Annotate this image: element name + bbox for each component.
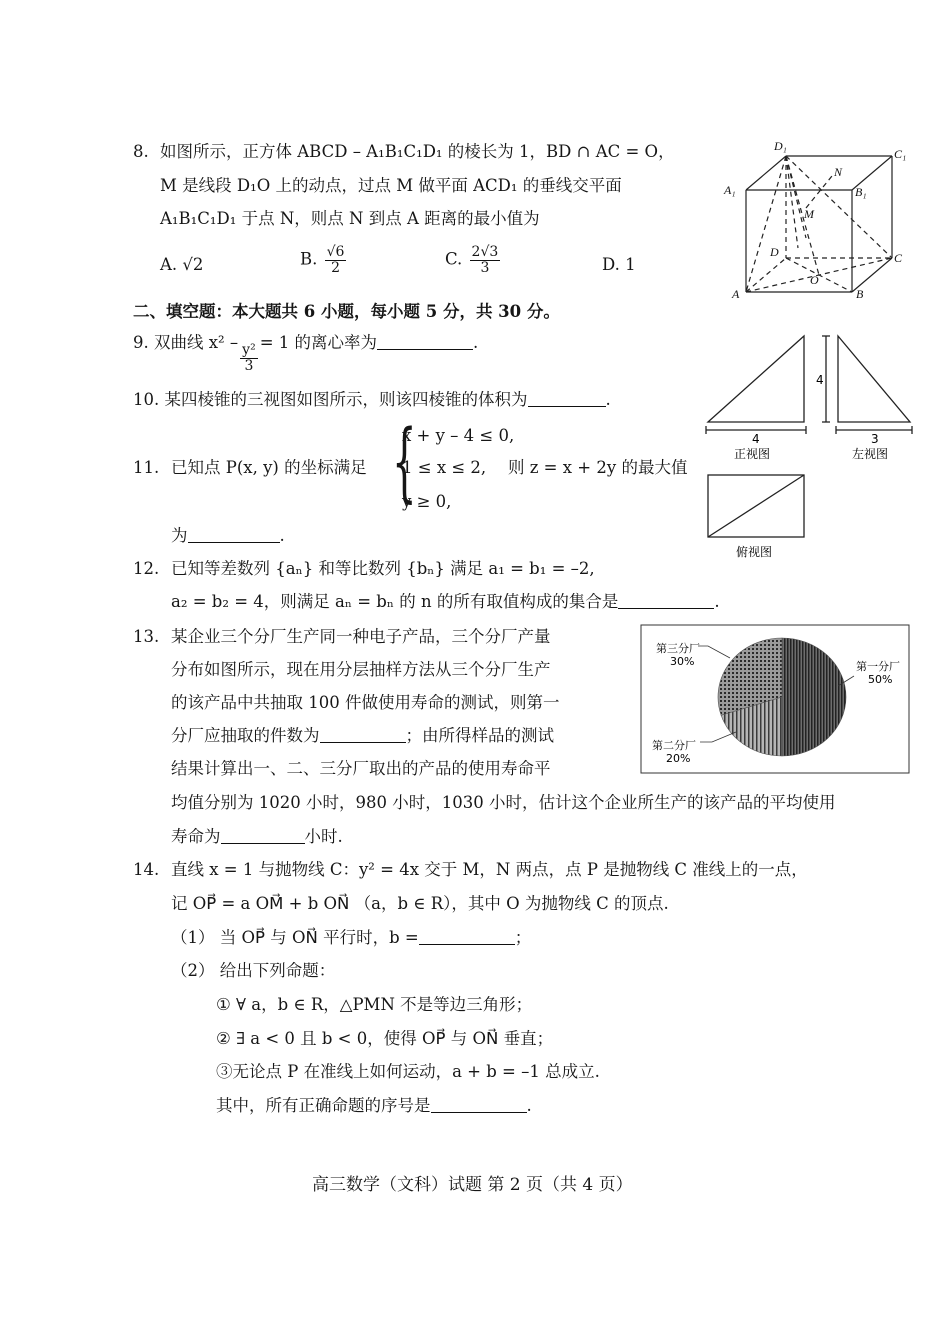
q14-prop3: ③无论点 P 在准线上如何运动，a + b = –1 总成立. (216, 1062, 600, 1081)
q14-answer-blank-1[interactable] (419, 930, 515, 945)
pie-label-first-value: 50% (868, 673, 893, 686)
label-c1: C₁ (894, 147, 907, 161)
q8-line3: A₁B₁C₁D₁ 于点 N，则点 N 到点 A 距离的最小值为 (160, 209, 540, 228)
q12-number: 12. (133, 559, 160, 578)
q14-prop2: ② ∃ a < 0 且 b < 0，使得 OP⃗ 与 ON⃗ 垂直； (216, 1029, 554, 1048)
side-width-value: 3 (871, 432, 879, 446)
q9-answer-blank[interactable] (377, 335, 473, 350)
three-views-figure (700, 330, 920, 565)
q13-answer-blank-1[interactable] (320, 728, 406, 743)
front-view-label: 正视图 (734, 447, 771, 461)
pie-label-first-name: 第一分厂 (856, 660, 900, 673)
q14-answer-blank-2[interactable] (431, 1098, 527, 1113)
section-heading: 二、填空题：本大题共 6 小题，每小题 5 分，共 30 分。 (133, 302, 560, 321)
label-c: C (894, 251, 903, 265)
pie-slice-1 (782, 638, 846, 756)
q11-line2: 为 . (171, 526, 285, 545)
q14-final: 其中，所有正确命题的序号是 . (216, 1096, 532, 1115)
construct-line (786, 156, 798, 248)
leader-third (698, 646, 730, 658)
q10: 10. 某四棱锥的三视图如图所示，则该四棱锥的体积为 . (133, 390, 611, 409)
q13-line1: 某企业三个分厂生产同一种电子产品，三个分厂产量 (171, 627, 551, 646)
leader-second (700, 732, 736, 742)
q11-answer-blank[interactable] (188, 528, 280, 543)
q8-option-a: A. √2 (160, 255, 204, 274)
q13-line3: 的该产品中共抽取 100 件做使用寿命的测试，则第一 (171, 693, 560, 712)
cube-edge (746, 156, 786, 190)
q11-number: 11. (133, 458, 160, 477)
q13-line7: 寿命为 小时. (171, 827, 343, 846)
q12-line1: 已知等差数列 {aₙ} 和等比数列 {bₙ} 满足 a₁ = b₁ = –2, (171, 559, 595, 578)
q11-constraint-1: x + y – 4 ≤ 0, (402, 426, 515, 445)
q13-line5: 结果计算出一、二、三分厂取出的产品的使用寿命平 (171, 759, 551, 778)
pie-slices (718, 638, 846, 756)
label-b1: B₁ (855, 185, 867, 199)
q12-line2: a₂ = b₂ = 4，则满足 aₙ = bₙ 的 n 的所有取值构成的集合是 . (171, 592, 720, 611)
q14-line2: 记 OP⃗ = a OM⃗ + b ON⃗ （a，b ∈ R），其中 O 为抛物线 C 的顶点. (171, 894, 669, 913)
pie-label-third-name: 第三分厂 (656, 642, 700, 655)
q13-line2: 分布如图所示，现在用分层抽样方法从三个分厂生产 (171, 660, 551, 679)
q11-constraint-3: y ≥ 0, (402, 492, 452, 511)
label-m: M (804, 207, 814, 221)
label-a: A (732, 287, 740, 301)
q8-line1: 如图所示，正方体 ABCD – A₁B₁C₁D₁ 的棱长为 1，BD ∩ AC = O， (160, 142, 675, 161)
q8-option-d: D. 1 (602, 255, 636, 274)
q13-answer-blank-2[interactable] (221, 829, 305, 844)
q14-number: 14. (133, 860, 160, 879)
page-footer: 高三数学（文科）试题 第 2 页（共 4 页） (312, 1175, 633, 1195)
label-b: B (856, 287, 864, 301)
q11-post: 则 z = x + 2y 的最大值 (508, 458, 688, 477)
line-d1a (746, 156, 786, 292)
height-value: 4 (816, 373, 824, 387)
cube-figure (722, 138, 917, 303)
diagonal-bd (786, 258, 852, 292)
top-view-label: 俯视图 (736, 545, 773, 559)
q12-answer-blank[interactable] (618, 594, 714, 609)
q13-line6: 均值分别为 1020 小时，980 小时，1030 小时，估计这个企业所生产的该产品的平均使用 (171, 793, 836, 812)
label-n: N (834, 165, 843, 179)
line-mn (806, 176, 832, 208)
q11-constraint-2: 1 ≤ x ≤ 2, (402, 458, 487, 477)
q8-option-b: B. $\frac{√6}{2}$ (300, 244, 345, 276)
pie-chart (640, 624, 910, 774)
side-view-triangle (838, 336, 910, 422)
side-view-label: 左视图 (852, 447, 889, 461)
q10-answer-blank[interactable] (528, 392, 606, 407)
q8-line2: M 是线段 D₁O 上的动点，过点 M 做平面 ACD₁ 的垂线交平面 (160, 176, 622, 195)
label-d: D (770, 245, 779, 259)
q13-number: 13. (133, 627, 160, 646)
front-view-triangle (708, 336, 804, 422)
constraint-brace: { (392, 412, 417, 512)
pie-label-third-value: 30% (670, 655, 695, 668)
q14-prop1: ① ∀ a，b ∈ R，△PMN 不是等边三角形； (216, 995, 533, 1014)
label-a1: A₁ (724, 183, 736, 197)
front-width-value: 4 (752, 432, 760, 446)
q9: 9. 双曲线 x² – $\frac{\text{y²}}{3}$ = 1 的离心率为 . (133, 333, 479, 374)
construct-line (786, 156, 806, 238)
label-o: O (810, 273, 819, 287)
top-view-diagonal (708, 475, 804, 537)
q8-option-c: C. $\frac{2√3}{3}$ (445, 244, 499, 276)
label-d1: D₁ (774, 139, 787, 153)
q8-number: 8. (133, 142, 149, 161)
q14-part1: （1） 当 OP⃗ 与 ON⃗ 平行时，b = ； (171, 928, 532, 947)
pie-label-second-value: 20% (666, 752, 691, 765)
pie-label-second-name: 第二分厂 (652, 739, 696, 752)
q11-pre: 已知点 P(x, y) 的坐标满足 (171, 458, 367, 477)
q13-line4: 分厂应抽取的件数为 ；由所得样品的测试 (171, 726, 554, 745)
q14-line1: 直线 x = 1 与抛物线 C：y² = 4x 交于 M，N 两点，点 P 是抛物线 C 准线上的一点， (171, 860, 808, 879)
q14-part2: （2） 给出下列命题： (171, 961, 336, 980)
